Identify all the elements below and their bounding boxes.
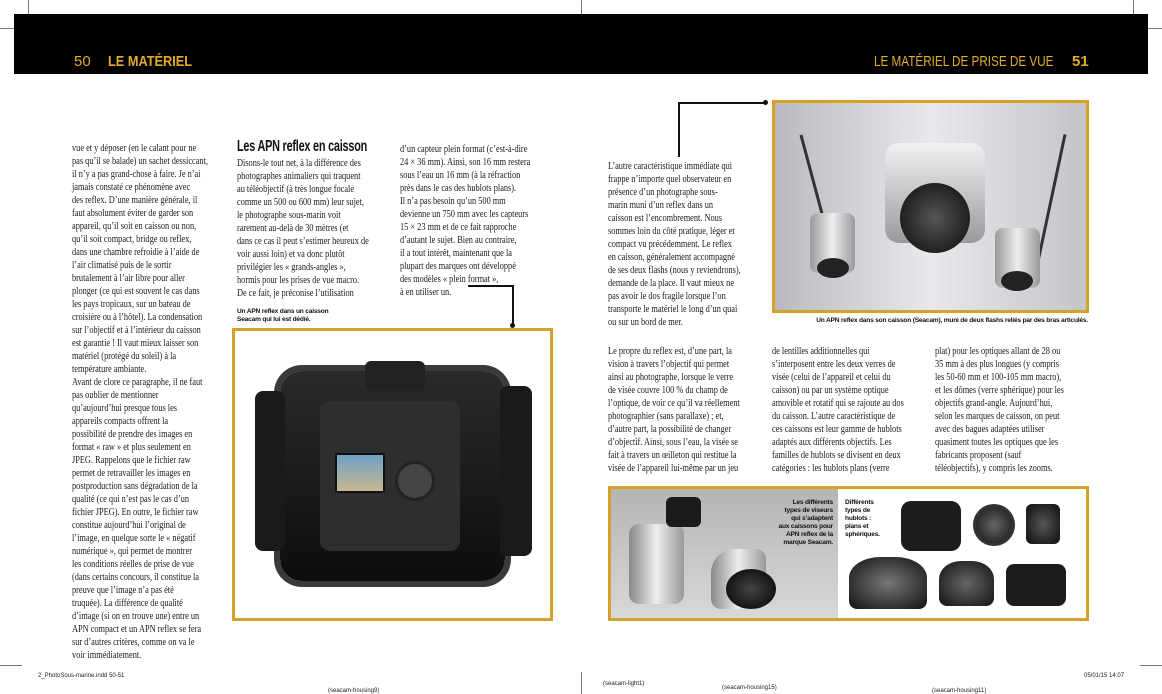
text-line: demande de la place. Il vaut mieux ne bbox=[608, 278, 735, 289]
text-line: plat) pour les optiques allant de 28 ou bbox=[935, 346, 1061, 357]
housing-left-controls bbox=[255, 391, 285, 551]
text-line: les 50-60 mm et 100-105 mm macro), bbox=[935, 372, 1062, 383]
text-line: vue et y déposer (en le calant pour ne bbox=[72, 143, 197, 154]
text-line: caisson) ou par un système optique bbox=[772, 385, 889, 396]
text-line: Seacam qui lui est dédié. bbox=[237, 316, 311, 323]
text-line: les pays tropicaux, sur un bateau de bbox=[72, 299, 191, 310]
leader-line bbox=[468, 285, 513, 287]
text-line: compact vu précédemment. Le reflex bbox=[608, 239, 732, 250]
viewfinders-caption bbox=[761, 499, 833, 547]
text-line: Les différents bbox=[792, 499, 833, 506]
text-line: marque Seacam. bbox=[783, 539, 833, 546]
text-line: preuve que l’image n’a pas été bbox=[72, 585, 174, 596]
text-line: JPEG. Rappelons que le fichier raw bbox=[72, 455, 191, 466]
text-line: près dans le cas des hublots plans). bbox=[400, 183, 517, 194]
right-page-number: 51 bbox=[1072, 53, 1089, 70]
text-line: d’autre part, la possibilité de changer bbox=[608, 424, 732, 435]
text-line: APN compact et un APN reflex se fera bbox=[72, 624, 202, 635]
viewfinder bbox=[365, 361, 425, 391]
text-line: catégories : les hublots plans (verre bbox=[772, 463, 890, 474]
text-line: possibilité de prendre des images en bbox=[72, 429, 193, 440]
image-label: (seacam-housing15) bbox=[722, 685, 777, 691]
text-line: présence d’un photographe sous- bbox=[608, 187, 718, 198]
text-line: à en utiliser un. bbox=[400, 287, 452, 298]
strobe-right-head bbox=[1001, 271, 1033, 291]
text-line: plupart des marques ont développé bbox=[400, 261, 516, 272]
text-line: du caisson. L’autre caractéristique de bbox=[772, 411, 896, 422]
text-line: rarement au-delà de 30 mètres (et bbox=[237, 223, 349, 234]
text-line: De ce fait, je préconise l’utilisation bbox=[237, 288, 354, 299]
text-line: température ambiante. bbox=[72, 364, 147, 375]
text-line: Le propre du reflex est, d’une part, la bbox=[608, 346, 732, 357]
text-line: qui s’adaptent bbox=[791, 515, 833, 522]
left-page-number: 50 bbox=[74, 53, 91, 70]
text-line: d’objectif. Ainsi, sous l’eau, la visée se bbox=[608, 437, 738, 448]
bottom-column-3 bbox=[935, 345, 1064, 475]
text-line: qu’aujourd’hui presque tous les bbox=[72, 403, 178, 414]
dome-port bbox=[900, 183, 970, 253]
text-line: pas avoir le dos fragile lorsque l’on bbox=[608, 291, 726, 302]
text-line: sommes loin du côté pratique, léger et bbox=[608, 226, 735, 237]
text-line: de lentilles additionnelles qui bbox=[772, 346, 870, 357]
text-line: vision à travers l’objectif qui permet bbox=[608, 359, 730, 370]
left-column-3 bbox=[400, 143, 530, 299]
text-line: types de bbox=[845, 507, 871, 514]
crop-mark bbox=[581, 0, 582, 14]
text-line: voir immédiatement. bbox=[72, 650, 142, 661]
text-line: comme un 500 ou 600 mm) leur sujet, bbox=[237, 197, 364, 208]
text-line: d’image (si on en trouve une) entre un bbox=[72, 611, 200, 622]
text-line: 15 × 23 mm et de ce fait rapproche bbox=[400, 222, 517, 233]
port-dome-large bbox=[849, 557, 927, 609]
leader-line bbox=[678, 102, 680, 157]
port-petal-dome bbox=[901, 501, 961, 551]
text-line: dans une chambre refroidie à l’aide de bbox=[72, 247, 200, 258]
text-line: visée (celui de l’appareil et celui du bbox=[772, 372, 891, 383]
slug-filename: 2_PhotoSous-marine.indd 50-51 bbox=[38, 673, 125, 679]
text-line: l’image, en quelque sorte le « négatif bbox=[72, 533, 196, 544]
text-line: le photographe sous-marin voit bbox=[237, 210, 341, 221]
text-line: faut absolument éviter de garder son bbox=[72, 208, 194, 219]
text-line: s’interposent entre les deux verres de bbox=[772, 359, 896, 370]
text-line: aux caissons pour bbox=[778, 523, 833, 530]
left-running-title: LE MATÉRIEL bbox=[108, 53, 193, 70]
text-line: pas oublier de mentionner bbox=[72, 390, 159, 401]
text-line: croisière ou à l’hôtel). La condensation bbox=[72, 312, 203, 323]
housing-right-controls bbox=[500, 386, 532, 556]
strobes-caption: Un APN reflex dans son caisson (Seacam), muni de deux flashs reliés par des bras articulés. bbox=[816, 317, 1088, 324]
text-line: matériel (protégé du soleil) à la bbox=[72, 351, 177, 362]
strobe-arm bbox=[1037, 134, 1067, 262]
text-line: marin muni d’un reflex dans un bbox=[608, 200, 714, 211]
section-heading: Les APN reflex en caisson bbox=[237, 138, 368, 155]
text-line: 24 × 36 mm). Ainsi, son 16 mm restera bbox=[400, 157, 531, 168]
right-running-title: LE MATÉRIEL DE PRISE DE VUE bbox=[874, 53, 1054, 70]
crop-mark bbox=[581, 672, 582, 694]
text-line: qu’il soit compact, bridge ou reflex, bbox=[72, 234, 192, 245]
text-line: Différents bbox=[845, 499, 874, 506]
ports-caption bbox=[845, 499, 880, 539]
text-line: quasiment toutes les optiques que les bbox=[935, 437, 1059, 448]
text-line: constitue aujourd’hui l’original de bbox=[72, 520, 186, 531]
text-line: ces caissons est leur gamme de hublots bbox=[772, 424, 902, 435]
text-line: photographes animaliers qui traquent bbox=[237, 171, 361, 182]
text-line: photographier (sans parallaxe) ; et, bbox=[608, 411, 724, 422]
text-line: fichier JPEG). En outre, le fichier raw bbox=[72, 507, 199, 518]
text-line: l’optique, de voir ce qu’il va réellement bbox=[608, 398, 740, 409]
text-line: sous l’eau un 16 mm (à la réfraction bbox=[400, 170, 521, 181]
text-line: hormis pour les prises de vue macro. bbox=[237, 275, 360, 286]
text-line: d’un capteur plein format (c’est-à-dire bbox=[400, 144, 528, 155]
camera-lcd-screen bbox=[335, 453, 385, 493]
leader-line bbox=[678, 102, 766, 104]
text-line: Avant de clore ce paragraphe, il ne faut bbox=[72, 377, 203, 388]
text-line: amovible et rotatif qui se rajoute au dos bbox=[772, 398, 904, 409]
text-line: appareil, qu’il soit en caisson ou non, bbox=[72, 221, 197, 232]
text-line: selon les marques de caisson, on peut bbox=[935, 411, 1060, 422]
text-line: Un APN reflex dans un caisson bbox=[237, 308, 329, 315]
text-line: les conditions réelles de prise de vue bbox=[72, 559, 194, 570]
bottom-column-2 bbox=[772, 345, 904, 475]
left-column-2 bbox=[237, 157, 369, 300]
text-line: brutalement à l’air libre pour aller bbox=[72, 273, 185, 284]
text-line: devienne un 750 mm avec les capteurs bbox=[400, 209, 529, 220]
right-column-1 bbox=[608, 160, 741, 329]
port-macro bbox=[1026, 504, 1060, 544]
text-line: plans et bbox=[845, 523, 869, 530]
text-line: sphériques. bbox=[845, 531, 880, 538]
housing-photo bbox=[232, 328, 553, 621]
text-line: format « raw » et plus seulement en bbox=[72, 442, 191, 453]
text-line: il a tout intérêt, maintenant que la bbox=[400, 248, 512, 259]
housing-caption bbox=[237, 308, 328, 324]
text-line: il n’y a pas grand-chose à faire. Je n’ai bbox=[72, 169, 201, 180]
text-line: sur d’autres critères, comme on va le bbox=[72, 637, 195, 648]
text-line: voir aussi loin) et va donc plutôt bbox=[237, 249, 345, 260]
text-line: (dans certains concours, il constitue la bbox=[72, 572, 199, 583]
viewfinder-straight bbox=[629, 524, 684, 604]
text-line: plonger (ce qui est souvent le cas dans bbox=[72, 286, 200, 297]
text-line: l’air climatisé puis de le sortir bbox=[72, 260, 172, 271]
viewfinder-eyepiece bbox=[666, 497, 701, 527]
text-line: transporte le matériel le long d’un quai bbox=[608, 304, 738, 315]
text-line: d’autant le sujet. Bien au contraire, bbox=[400, 235, 517, 246]
port-petal bbox=[1006, 564, 1066, 606]
text-line: Il n’a pas besoin qu’un 500 mm bbox=[400, 196, 506, 207]
text-line: de visée couvre 100 % du champ de bbox=[608, 385, 728, 396]
text-line: L’autre caractéristique immédiate qui bbox=[608, 161, 733, 172]
text-line: en caisson, généralement accompagné bbox=[608, 252, 735, 263]
text-line: téléobjectifs), y compris les zooms. bbox=[935, 463, 1053, 474]
bottom-column-1 bbox=[608, 345, 740, 475]
text-line: fait à travers un œilleton qui restitue la bbox=[608, 450, 737, 461]
left-column-1 bbox=[72, 142, 208, 662]
crop-mark bbox=[0, 665, 22, 666]
text-line: avec des bagues adaptées utiliser bbox=[935, 424, 1045, 435]
slug-date: 05/01/15 14:07 bbox=[1084, 673, 1125, 679]
camera-dial bbox=[395, 461, 435, 501]
port-flat bbox=[973, 504, 1015, 546]
text-line: pas qu’il se balade) un sachet dessiccant, bbox=[72, 156, 208, 167]
text-line: numérique », qui permet de montrer bbox=[72, 546, 193, 557]
text-line: visée de l’appareil lui-même par un jeu bbox=[608, 463, 739, 474]
text-line: frappe n’importe quel observateur en bbox=[608, 174, 732, 185]
viewfinders-ports-photo bbox=[608, 486, 1089, 621]
text-line: qualité (ce qui n’est pas le cas d’un bbox=[72, 494, 190, 505]
text-line: au téléobjectif (à très longue focale bbox=[237, 184, 355, 195]
text-line: truquée). La différence de qualité bbox=[72, 598, 183, 609]
strobe-left-head bbox=[817, 258, 849, 278]
text-line: appareils compacts offrent la bbox=[72, 416, 169, 427]
image-label: (seacam-light1) bbox=[603, 681, 645, 687]
text-line: adaptés aux différents objectifs. Les bbox=[772, 437, 892, 448]
crop-mark bbox=[1140, 665, 1162, 666]
text-line: familles de hublots se divisent en deux bbox=[772, 450, 901, 461]
text-line: des modèles « plein format », bbox=[400, 274, 499, 285]
text-line: sur l’objectif et à l’intérieur du caisson bbox=[72, 325, 201, 336]
text-line: postproduction sans dégradation de la bbox=[72, 481, 198, 492]
text-line: caisson est l’encombrement. Nous bbox=[608, 213, 723, 224]
leader-dot bbox=[763, 100, 768, 105]
text-line: fabricants proposent (sauf bbox=[935, 450, 1022, 461]
text-line: de ses deux flashs (nous y reviendrons), bbox=[608, 265, 741, 276]
leader-line bbox=[512, 285, 514, 325]
port-dome-medium bbox=[939, 561, 994, 606]
text-line: est garantie ! Il vaut mieux laisser son bbox=[72, 338, 199, 349]
housing-with-strobes-photo bbox=[772, 100, 1089, 313]
text-line: Disons-le tout net, à la différence des bbox=[237, 158, 361, 169]
text-line: permet de retravailler les images en bbox=[72, 468, 191, 479]
text-line: objectifs grand-angle. Aujourd’hui, bbox=[935, 398, 1053, 409]
text-line: ou sur un bord de mer. bbox=[608, 317, 683, 328]
text-line: hublots : bbox=[845, 515, 872, 522]
text-line: dans ce cas il peut s’estimer heureux de bbox=[237, 236, 369, 247]
text-line: types de viseurs bbox=[784, 507, 833, 514]
text-line: 35 mm à des plus longues (y compris bbox=[935, 359, 1059, 370]
image-label: (seacam-housing9) bbox=[328, 688, 380, 694]
text-line: jamais constaté ce phénomène avec bbox=[72, 182, 191, 193]
text-line: ainsi au photographe, lorsque le verre bbox=[608, 372, 734, 383]
text-line: des reflex. D’une manière générale, il bbox=[72, 195, 198, 206]
text-line: et les dômes (verre sphérique) pour les bbox=[935, 385, 1064, 396]
text-line: APN reflex de la bbox=[785, 531, 833, 538]
viewfinder-eyecup bbox=[726, 569, 776, 609]
text-line: privilégier les « grands-angles », bbox=[237, 262, 346, 273]
image-label: (seacam-housing11) bbox=[932, 688, 987, 694]
